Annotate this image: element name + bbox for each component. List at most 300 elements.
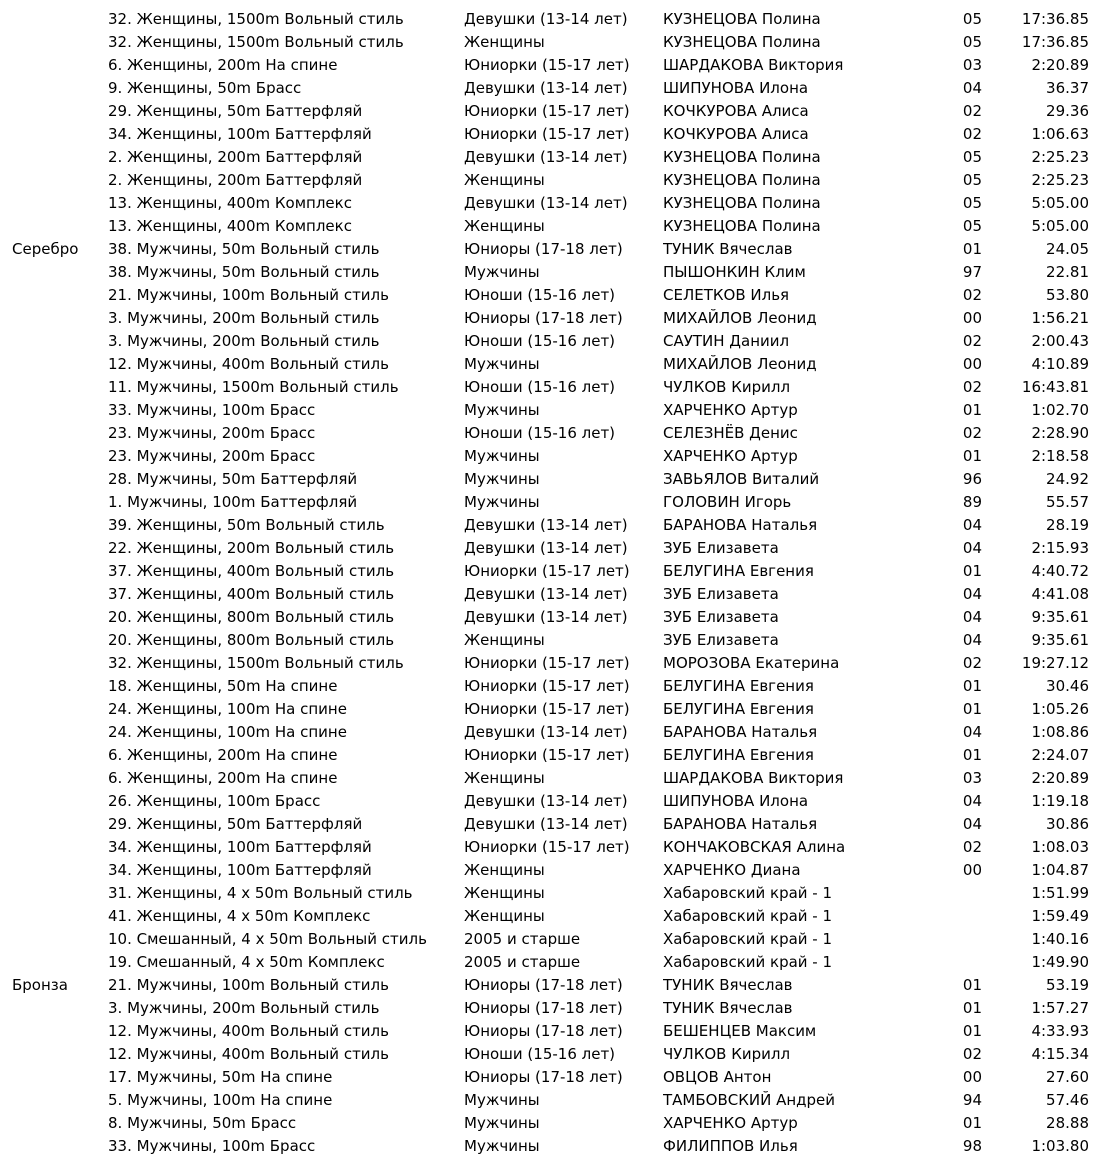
birth-year-cell: 04 [962,608,982,626]
medal-group-label [0,675,108,698]
medal-group-label [0,606,108,629]
age-category-cell: Юниорки (15-17 лет) [464,654,630,672]
event-cell: 38. Мужчины, 50m Вольный стиль [108,240,380,258]
table-row [0,767,1101,790]
athlete-name-cell: БЕШЕНЦЕВ Максим [663,1022,817,1040]
age-category-cell: Юниорки (15-17 лет) [464,562,630,580]
medal-group-label [0,652,108,675]
table-row [0,261,1101,284]
result-time-cell: 19:27.12 [1021,654,1089,672]
medal-group-label [0,698,108,721]
result-time-cell: 1:05.26 [1031,700,1089,718]
table-row [0,1089,1101,1112]
age-category-cell: Юниоры (17-18 лет) [464,999,623,1017]
age-category-cell: Девушки (13-14 лет) [464,10,628,28]
birth-year-cell: 02 [962,424,982,442]
event-cell: 39. Женщины, 50m Вольный стиль [108,516,385,534]
medal-group-label [0,905,108,928]
event-cell: 19. Смешанный, 4 x 50m Комплекс [108,953,385,971]
result-time-cell: 24.92 [1046,470,1089,488]
birth-year-cell: 02 [962,838,982,856]
birth-year-cell: 97 [962,263,982,281]
table-row [0,307,1101,330]
age-category-cell: Женщины [464,217,545,235]
medal-group-label [0,376,108,399]
athlete-name-cell: ШИПУНОВА Илона [663,79,809,97]
birth-year-cell: 02 [962,286,982,304]
athlete-name-cell: КОЧКУРОВА Алиса [663,102,809,120]
medal-group-label [0,836,108,859]
result-time-cell: 2:24.07 [1031,746,1089,764]
table-row [0,859,1101,882]
age-category-cell: Юниоры (17-18 лет) [464,240,623,258]
event-cell: 22. Женщины, 200m Вольный стиль [108,539,395,557]
birth-year-cell: 05 [962,10,982,28]
age-category-cell: Девушки (13-14 лет) [464,79,628,97]
medal-group-label [0,744,108,767]
event-cell: 21. Мужчины, 100m Вольный стиль [108,286,389,304]
table-row [0,882,1101,905]
age-category-cell: Девушки (13-14 лет) [464,815,628,833]
medal-group-label [0,997,108,1020]
medal-group-label [0,790,108,813]
medal-group-label [0,330,108,353]
age-category-cell: Юниорки (15-17 лет) [464,56,630,74]
table-row [0,330,1101,353]
result-time-cell: 1:08.86 [1031,723,1089,741]
age-category-cell: Мужчины [464,447,540,465]
medal-group-label [0,560,108,583]
table-row [0,376,1101,399]
event-cell: 29. Женщины, 50m Баттерфляй [108,102,363,120]
event-cell: 2. Женщины, 200m Баттерфляй [108,148,363,166]
result-time-cell: 55.57 [1046,493,1089,511]
result-time-cell: 1:59.49 [1031,907,1089,925]
age-category-cell: Юниоры (17-18 лет) [464,976,623,994]
result-time-cell: 2:18.58 [1031,447,1089,465]
medal-group-label [0,721,108,744]
athlete-name-cell: МОРОЗОВА Екатерина [663,654,840,672]
age-category-cell: Женщины [464,861,545,879]
result-time-cell: 2:28.90 [1031,424,1089,442]
event-cell: 10. Смешанный, 4 x 50m Вольный стиль [108,930,427,948]
birth-year-cell: 04 [962,631,982,649]
event-cell: 5. Мужчины, 100m На спине [108,1091,333,1109]
age-category-cell: Девушки (13-14 лет) [464,723,628,741]
event-cell: 33. Мужчины, 100m Брасс [108,401,316,419]
age-category-cell: Мужчины [464,493,540,511]
birth-year-cell: 04 [962,79,982,97]
event-cell: 6. Женщины, 200m На спине [108,56,338,74]
result-time-cell: 1:03.80 [1031,1137,1089,1155]
medal-group-label [0,468,108,491]
event-cell: 23. Мужчины, 200m Брасс [108,424,316,442]
age-category-cell: Мужчины [464,470,540,488]
age-category-cell: Женщины [464,631,545,649]
table-row [0,905,1101,928]
athlete-name-cell: ТУНИК Вячеслав [663,976,793,994]
medal-group-label [0,882,108,905]
birth-year-cell: 02 [962,125,982,143]
birth-year-cell: 01 [962,562,982,580]
event-cell: 31. Женщины, 4 x 50m Вольный стиль [108,884,413,902]
result-time-cell: 2:25.23 [1031,148,1089,166]
result-time-cell: 4:10.89 [1031,355,1089,373]
event-cell: 34. Женщины, 100m Баттерфляй [108,838,372,856]
medal-group-label [0,31,108,54]
age-category-cell: Юниоры (17-18 лет) [464,1068,623,1086]
result-time-cell: 1:56.21 [1031,309,1089,327]
age-category-cell: Юноши (15-16 лет) [464,1045,616,1063]
result-time-cell: 4:40.72 [1031,562,1089,580]
birth-year-cell: 02 [962,378,982,396]
athlete-name-cell: ХАРЧЕНКО Артур [663,401,798,419]
birth-year-cell: 04 [962,792,982,810]
medal-group-label [0,77,108,100]
result-time-cell: 16:43.81 [1021,378,1089,396]
table-row [0,31,1101,54]
table-row [0,721,1101,744]
result-time-cell: 28.88 [1046,1114,1089,1132]
athlete-name-cell: Хабаровский край - 1 [663,907,833,925]
birth-year-cell [957,882,982,905]
table-row [0,675,1101,698]
medal-group-label [0,767,108,790]
age-category-cell: 2005 и старше [464,930,581,948]
table-row [0,1112,1101,1135]
event-cell: 37. Женщины, 400m Вольный стиль [108,585,395,603]
age-category-cell: Женщины [464,33,545,51]
medal-group-label [0,583,108,606]
athlete-name-cell: ШАРДАКОВА Виктория [663,56,844,74]
event-cell: 13. Женщины, 400m Комплекс [108,194,352,212]
table-row [0,422,1101,445]
birth-year-cell: 01 [962,746,982,764]
table-row [0,284,1101,307]
age-category-cell: Мужчины [464,401,540,419]
table-row [0,974,1101,997]
age-category-cell: Девушки (13-14 лет) [464,585,628,603]
birth-year-cell: 00 [962,309,982,327]
athlete-name-cell: БАРАНОВА Наталья [663,815,818,833]
result-time-cell: 1:49.90 [1031,953,1089,971]
medal-group-label [0,399,108,422]
table-row [0,100,1101,123]
age-category-cell: Юноши (15-16 лет) [464,332,616,350]
athlete-name-cell: БАРАНОВА Наталья [663,723,818,741]
medal-group-label [0,928,108,951]
table-row [0,652,1101,675]
event-cell: 20. Женщины, 800m Вольный стиль [108,631,395,649]
event-cell: 34. Женщины, 100m Баттерфляй [108,861,372,879]
athlete-name-cell: САУТИН Даниил [663,332,790,350]
result-time-cell: 4:33.93 [1031,1022,1089,1040]
athlete-name-cell: КУЗНЕЦОВА Полина [663,33,821,51]
athlete-name-cell: ГОЛОВИН Игорь [663,493,792,511]
age-category-cell: Юниорки (15-17 лет) [464,700,630,718]
medal-group-label [0,422,108,445]
medal-group-label [0,537,108,560]
table-row [0,698,1101,721]
age-category-cell: Мужчины [464,263,540,281]
medal-group-label [0,353,108,376]
table-row [0,8,1101,31]
result-time-cell: 1:19.18 [1031,792,1089,810]
athlete-name-cell: БЕЛУГИНА Евгения [663,746,814,764]
event-cell: 29. Женщины, 50m Баттерфляй [108,815,363,833]
athlete-name-cell: КУЗНЕЦОВА Полина [663,148,821,166]
birth-year-cell: 04 [962,723,982,741]
medal-group-label [0,8,108,31]
medal-group-label [0,169,108,192]
medal-group-label: Серебро [12,240,79,258]
table-row [0,997,1101,1020]
age-category-cell: Мужчины [464,1114,540,1132]
table-row [0,215,1101,238]
birth-year-cell: 05 [962,194,982,212]
medal-group-label [0,1020,108,1043]
result-time-cell: 9:35.61 [1031,608,1089,626]
result-time-cell: 53.19 [1046,976,1089,994]
event-cell: 17. Мужчины, 50m На спине [108,1068,333,1086]
birth-year-cell: 01 [962,999,982,1017]
event-cell: 23. Мужчины, 200m Брасс [108,447,316,465]
event-cell: 8. Мужчины, 50m Брасс [108,1114,297,1132]
event-cell: 13. Женщины, 400m Комплекс [108,217,352,235]
medal-group-label [0,1112,108,1135]
athlete-name-cell: БЕЛУГИНА Евгения [663,562,814,580]
age-category-cell: Юниорки (15-17 лет) [464,125,630,143]
result-time-cell: 53.80 [1046,286,1089,304]
birth-year-cell: 94 [962,1091,982,1109]
result-time-cell: 28.19 [1046,516,1089,534]
medal-group-label [0,1089,108,1112]
medal-group-label [0,445,108,468]
birth-year-cell: 02 [962,654,982,672]
medal-group-label: Бронза [12,976,68,994]
table-row [0,54,1101,77]
athlete-name-cell: ХАРЧЕНКО Диана [663,861,801,879]
athlete-name-cell: СЕЛЕТКОВ Илья [663,286,790,304]
table-row [0,514,1101,537]
event-cell: 6. Женщины, 200m На спине [108,769,338,787]
athlete-name-cell: КУЗНЕЦОВА Полина [663,194,821,212]
event-cell: 38. Мужчины, 50m Вольный стиль [108,263,380,281]
birth-year-cell [957,951,982,974]
athlete-name-cell: ХАРЧЕНКО Артур [663,447,798,465]
athlete-name-cell: БАРАНОВА Наталья [663,516,818,534]
athlete-name-cell: ЧУЛКОВ Кирилл [663,1045,791,1063]
result-time-cell: 1:04.87 [1031,861,1089,879]
athlete-name-cell: ЗУБ Елизавета [663,585,779,603]
birth-year-cell: 02 [962,102,982,120]
table-row [0,813,1101,836]
age-category-cell: 2005 и старше [464,953,581,971]
event-cell: 9. Женщины, 50m Брасс [108,79,302,97]
birth-year-cell: 00 [962,1068,982,1086]
birth-year-cell: 02 [962,1045,982,1063]
table-row [0,951,1101,974]
birth-year-cell: 00 [962,861,982,879]
result-time-cell: 2:20.89 [1031,56,1089,74]
event-cell: 37. Женщины, 400m Вольный стиль [108,562,395,580]
medal-group-label [0,123,108,146]
birth-year-cell: 01 [962,976,982,994]
result-time-cell: 1:57.27 [1031,999,1089,1017]
table-row [0,1066,1101,1089]
medal-group-label [0,1066,108,1089]
athlete-name-cell: БЕЛУГИНА Евгения [663,700,814,718]
birth-year-cell: 01 [962,700,982,718]
result-time-cell: 1:40.16 [1031,930,1089,948]
age-category-cell: Девушки (13-14 лет) [464,608,628,626]
birth-year-cell: 98 [962,1137,982,1155]
table-row [0,353,1101,376]
age-category-cell: Женщины [464,907,545,925]
table-row [0,1135,1101,1158]
athlete-name-cell: ОВЦОВ Антон [663,1068,772,1086]
result-time-cell: 1:02.70 [1031,401,1089,419]
table-row [0,629,1101,652]
event-cell: 3. Мужчины, 200m Вольный стиль [108,332,380,350]
birth-year-cell: 04 [962,516,982,534]
athlete-name-cell: ТАМБОВСКИЙ Андрей [663,1091,836,1109]
age-category-cell: Юниоры (17-18 лет) [464,1022,623,1040]
medal-group-label [0,192,108,215]
result-time-cell: 27.60 [1046,1068,1089,1086]
result-time-cell: 2:15.93 [1031,539,1089,557]
age-category-cell: Девушки (13-14 лет) [464,516,628,534]
event-cell: 32. Женщины, 1500m Вольный стиль [108,654,404,672]
result-time-cell: 36.37 [1046,79,1089,97]
event-cell: 28. Мужчины, 50m Баттерфляй [108,470,358,488]
event-cell: 3. Мужчины, 200m Вольный стиль [108,309,380,327]
table-row [0,491,1101,514]
result-time-cell: 1:08.03 [1031,838,1089,856]
birth-year-cell: 03 [962,769,982,787]
age-category-cell: Юниоры (17-18 лет) [464,309,623,327]
event-cell: 12. Мужчины, 400m Вольный стиль [108,355,389,373]
birth-year-cell: 89 [962,493,982,511]
birth-year-cell: 02 [962,332,982,350]
table-row [0,192,1101,215]
birth-year-cell: 01 [962,1022,982,1040]
event-cell: 32. Женщины, 1500m Вольный стиль [108,33,404,51]
athlete-name-cell: ШИПУНОВА Илона [663,792,809,810]
age-category-cell: Юниорки (15-17 лет) [464,838,630,856]
birth-year-cell: 96 [962,470,982,488]
athlete-name-cell: ЗАВЬЯЛОВ Виталий [663,470,820,488]
event-cell: 21. Мужчины, 100m Вольный стиль [108,976,389,994]
birth-year-cell: 05 [962,148,982,166]
age-category-cell: Девушки (13-14 лет) [464,792,628,810]
athlete-name-cell: ЗУБ Елизавета [663,631,779,649]
age-category-cell: Юноши (15-16 лет) [464,424,616,442]
athlete-name-cell: ЧУЛКОВ Кирилл [663,378,791,396]
event-cell: 34. Женщины, 100m Баттерфляй [108,125,372,143]
event-cell: 20. Женщины, 800m Вольный стиль [108,608,395,626]
result-time-cell: 4:15.34 [1031,1045,1089,1063]
event-cell: 3. Мужчины, 200m Вольный стиль [108,999,380,1017]
medal-group-label [0,514,108,537]
age-category-cell: Мужчины [464,355,540,373]
age-category-cell: Юниорки (15-17 лет) [464,102,630,120]
table-row [0,445,1101,468]
medal-group-label [0,1043,108,1066]
result-time-cell: 30.46 [1046,677,1089,695]
table-row [0,399,1101,422]
table-row [0,790,1101,813]
age-category-cell: Юноши (15-16 лет) [464,378,616,396]
table-row [0,836,1101,859]
result-time-cell: 4:41.08 [1031,585,1089,603]
table-row [0,468,1101,491]
table-row [0,123,1101,146]
athlete-name-cell: КУЗНЕЦОВА Полина [663,217,821,235]
birth-year-cell: 01 [962,240,982,258]
athlete-name-cell: ЗУБ Елизавета [663,539,779,557]
birth-year-cell [957,928,982,951]
event-cell: 12. Мужчины, 400m Вольный стиль [108,1022,389,1040]
athlete-name-cell: Хабаровский край - 1 [663,930,833,948]
table-row [0,744,1101,767]
athlete-name-cell: СЕЛЕЗНЁВ Денис [663,424,798,442]
age-category-cell: Юниорки (15-17 лет) [464,746,630,764]
table-row [0,77,1101,100]
result-time-cell: 2:00.43 [1031,332,1089,350]
table-row [0,169,1101,192]
age-category-cell: Женщины [464,171,545,189]
medal-group-label [0,951,108,974]
medal-group-label [0,307,108,330]
birth-year-cell: 04 [962,539,982,557]
table-row [0,583,1101,606]
age-category-cell: Девушки (13-14 лет) [464,148,628,166]
age-category-cell: Женщины [464,769,545,787]
event-cell: 24. Женщины, 100m На спине [108,700,347,718]
event-cell: 41. Женщины, 4 x 50m Комплекс [108,907,371,925]
birth-year-cell: 05 [962,171,982,189]
birth-year-cell: 04 [962,815,982,833]
athlete-name-cell: КУЗНЕЦОВА Полина [663,10,821,28]
age-category-cell: Мужчины [464,1137,540,1155]
event-cell: 11. Мужчины, 1500m Вольный стиль [108,378,399,396]
birth-year-cell: 01 [962,1114,982,1132]
birth-year-cell: 01 [962,677,982,695]
athlete-name-cell: КУЗНЕЦОВА Полина [663,171,821,189]
medal-group-label [0,100,108,123]
medal-group-label [0,146,108,169]
result-time-cell: 1:06.63 [1031,125,1089,143]
age-category-cell: Женщины [464,884,545,902]
medal-group-label [0,1135,108,1158]
birth-year-cell: 05 [962,33,982,51]
age-category-cell: Девушки (13-14 лет) [464,539,628,557]
medal-group-label [0,54,108,77]
result-time-cell: 17:36.85 [1021,33,1089,51]
medal-group-label [0,491,108,514]
athlete-name-cell: МИХАЙЛОВ Леонид [663,309,817,327]
result-time-cell: 1:51.99 [1031,884,1089,902]
birth-year-cell: 01 [962,401,982,419]
result-time-cell: 30.86 [1046,815,1089,833]
table-row [0,1043,1101,1066]
table-row [0,238,1101,261]
athlete-name-cell: КОЧКУРОВА Алиса [663,125,809,143]
table-row [0,1020,1101,1043]
athlete-name-cell: ХАРЧЕНКО Артур [663,1114,798,1132]
athlete-name-cell: МИХАЙЛОВ Леонид [663,355,817,373]
